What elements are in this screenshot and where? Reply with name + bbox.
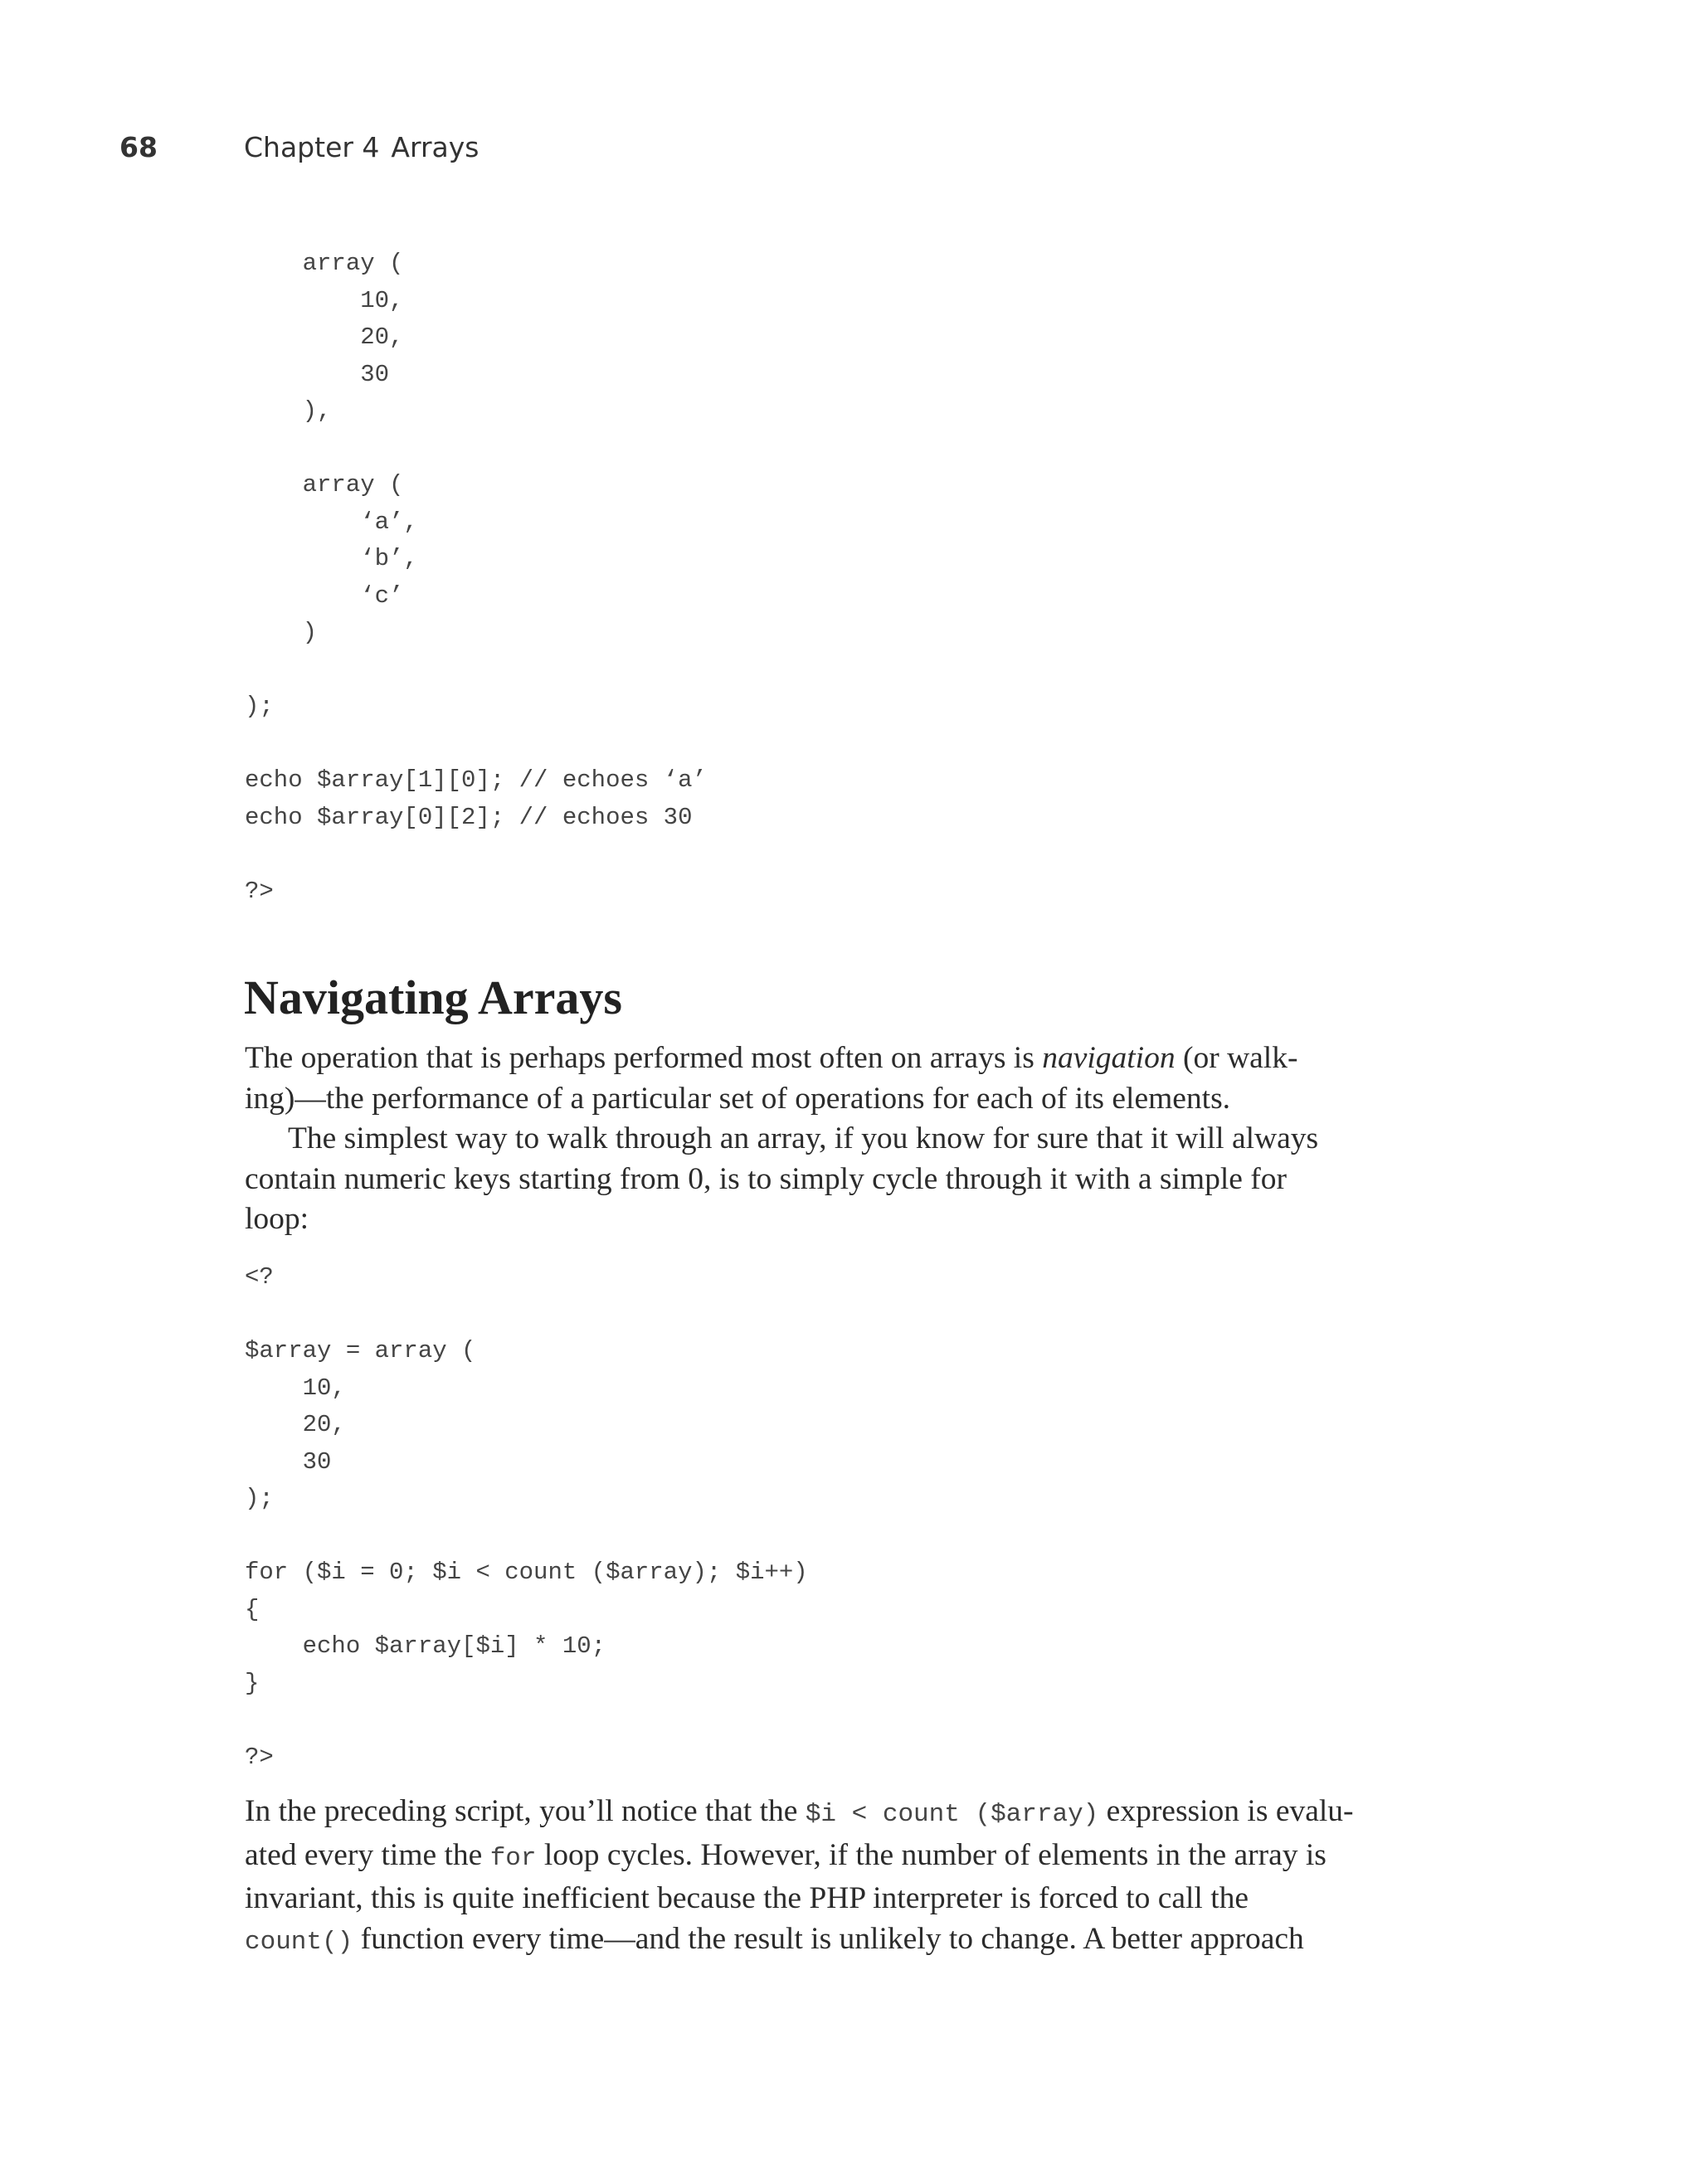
paragraph-3-line-2: ated every time the for loop cycles. However, if the number of elements in the array is [245, 1837, 1327, 1873]
chapter-title: Arrays [391, 131, 480, 163]
paragraph-3-line-4: count() function every time—and the result is unlikely to change. A better approach [245, 1921, 1304, 1957]
paragraph-3-line-3: invariant, this is quite inefficient because the PHP interpreter is forced to call the [245, 1881, 1249, 1915]
emphasis-navigation: navigation [1042, 1041, 1176, 1075]
section-heading: Navigating Arrays [244, 970, 622, 1024]
paragraph-3 [245, 1792, 1439, 1963]
inline-code-for: for [489, 1843, 537, 1873]
paragraph-3-line-1: In the preceding script, you’ll notice that the $i < count ($array) expression is evalu- [245, 1794, 1354, 1829]
chapter-number: Chapter 4 [244, 131, 380, 163]
chapter-label [244, 131, 480, 163]
paragraph-2-line-2: contain numeric keys starting from 0, is to simply cycle through it with a simple for [245, 1161, 1288, 1196]
running-head [119, 131, 480, 173]
section-intro-text [245, 1038, 1439, 1240]
paragraph-1-line-2: ing)—the performance of a particular set of operations for each of its elements. [245, 1081, 1231, 1116]
paragraph-2-line-1: The simplest way to walk through an array, if you know for sure that it will always [288, 1121, 1319, 1155]
paragraph-1-line-1: The operation that is perhaps performed most often on arrays is navigation (or walk- [245, 1041, 1298, 1075]
paragraph-2-line-3: loop: [245, 1202, 309, 1236]
inline-code-condition: $i < count ($array) [805, 1800, 1099, 1829]
code-block-for-loop: <? $array = array ( 10, 20, 30 ); for ($i = 0; $i < count ($array); $i++) { echo $array[$i] * 10; } ?> [245, 1263, 808, 1771]
code-block-nested-array: array ( 10, 20, 30 ), array ( ‘a’, ‘b’, ‘c’ ) ); echo $array[1][0]; // echoes ‘a’ echo $array[0][2]; // echoes 30 ?> [245, 250, 707, 905]
page-number: 68 [119, 131, 158, 163]
inline-code-count: count() [245, 1927, 353, 1957]
